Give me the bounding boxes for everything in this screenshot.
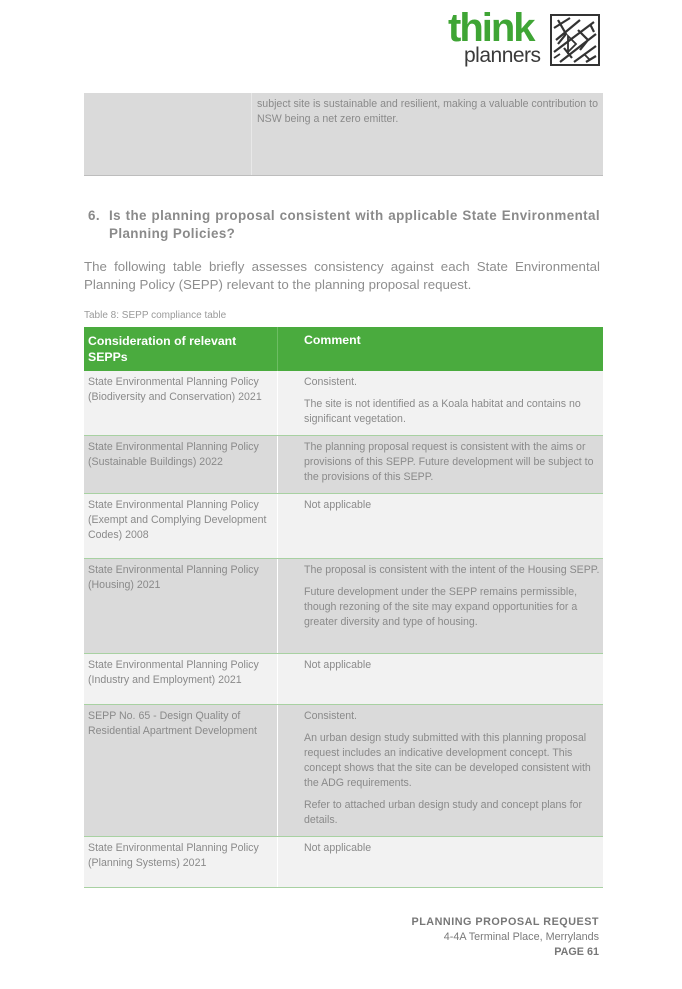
comment-paragraph: The planning proposal request is consistent with the aims or provisions of this SEPP. Future development will be subject to the provisions of this SEPP.	[304, 441, 594, 483]
table-row	[84, 654, 603, 705]
header-sepp: Consideration of relevant SEPPs	[88, 334, 237, 364]
sepp-cell: State Environmental Planning Policy (Industry and Employment) 2021	[88, 659, 259, 686]
footer-title: PLANNING PROPOSAL REQUEST	[411, 916, 599, 928]
sepp-cell: State Environmental Planning Policy (Biodiversity and Conservation) 2021	[88, 376, 262, 403]
comment-cell	[304, 709, 601, 835]
comment-cell	[304, 658, 601, 680]
comment-paragraph: The proposal is consistent with the intent of the Housing SEPP.	[304, 564, 600, 576]
comment-paragraph: An urban design study submitted with this planning proposal request includes an indicative development concept. This concept shows that the site can be developed consistent with the ADG requirements.	[304, 732, 591, 789]
table-row	[84, 494, 603, 559]
sepp-cell: State Environmental Planning Policy (Exempt and Complying Development Codes) 2008	[88, 499, 267, 541]
logo-word-planners: planners	[464, 44, 541, 67]
table-row	[84, 371, 603, 436]
table-row	[84, 837, 603, 888]
footer-address: 4-4A Terminal Place, Merrylands	[443, 931, 599, 943]
intro-paragraph: The following table briefly assesses consistency against each State Environmental Planning Policy (SEPP) relevant to the planning proposal request.	[84, 259, 600, 292]
table-caption: Table 8: SEPP compliance table	[84, 310, 227, 321]
column-divider	[277, 654, 278, 704]
sepp-cell: State Environmental Planning Policy (Housing) 2021	[88, 564, 259, 591]
column-divider	[277, 837, 278, 887]
sepp-compliance-table	[84, 327, 603, 888]
comment-cell	[304, 375, 601, 434]
comment-cell	[304, 563, 601, 637]
heading-number: 6.	[88, 208, 100, 223]
comment-paragraph: Future development under the SEPP remains permissible, though rezoning of the site may expand opportunities for a greater diversity and type of housing.	[304, 586, 578, 628]
comment-paragraph: The site is not identified as a Koala habitat and contains no significant vegetation.	[304, 398, 581, 425]
sepp-cell: SEPP No. 65 - Design Quality of Residential Apartment Development	[88, 710, 258, 737]
column-divider	[277, 436, 278, 493]
table-row	[84, 559, 603, 654]
comment-paragraph: Not applicable	[304, 659, 372, 671]
table-row	[84, 705, 603, 837]
table-header-row	[84, 327, 603, 371]
column-divider	[277, 494, 278, 558]
column-divider	[277, 371, 278, 435]
maze-map-icon	[550, 14, 600, 66]
continued-comment-cell: subject site is sustainable and resilient, making a valuable contribution to NSW being a net zero emitter.	[257, 98, 598, 125]
heading-text: Is the planning proposal consistent with applicable State Environmental Planning Policies?	[109, 208, 600, 241]
sepp-cell: State Environmental Planning Policy (Planning Systems) 2021	[88, 842, 259, 869]
column-divider	[277, 705, 278, 836]
table-row	[84, 436, 603, 494]
comment-cell	[304, 440, 601, 492]
header-comment: Comment	[304, 333, 361, 347]
comment-cell	[304, 498, 601, 520]
page-number: PAGE 61	[554, 946, 599, 958]
comment-cell	[304, 841, 601, 863]
comment-paragraph: Consistent.	[304, 710, 357, 722]
page-footer	[412, 915, 599, 960]
section-heading	[88, 207, 600, 243]
column-divider	[251, 93, 252, 175]
sepp-cell: State Environmental Planning Policy (Sustainable Buildings) 2022	[88, 441, 259, 468]
comment-paragraph: Consistent.	[304, 376, 357, 388]
column-divider	[277, 559, 278, 653]
comment-paragraph: Refer to attached urban design study and concept plans for details.	[304, 799, 582, 826]
logo-word-think: think	[448, 6, 534, 50]
comment-paragraph: Not applicable	[304, 842, 372, 854]
column-divider	[277, 327, 278, 371]
think-planners-logo	[448, 6, 602, 70]
continued-table-row	[84, 93, 603, 176]
comment-paragraph: Not applicable	[304, 499, 372, 511]
